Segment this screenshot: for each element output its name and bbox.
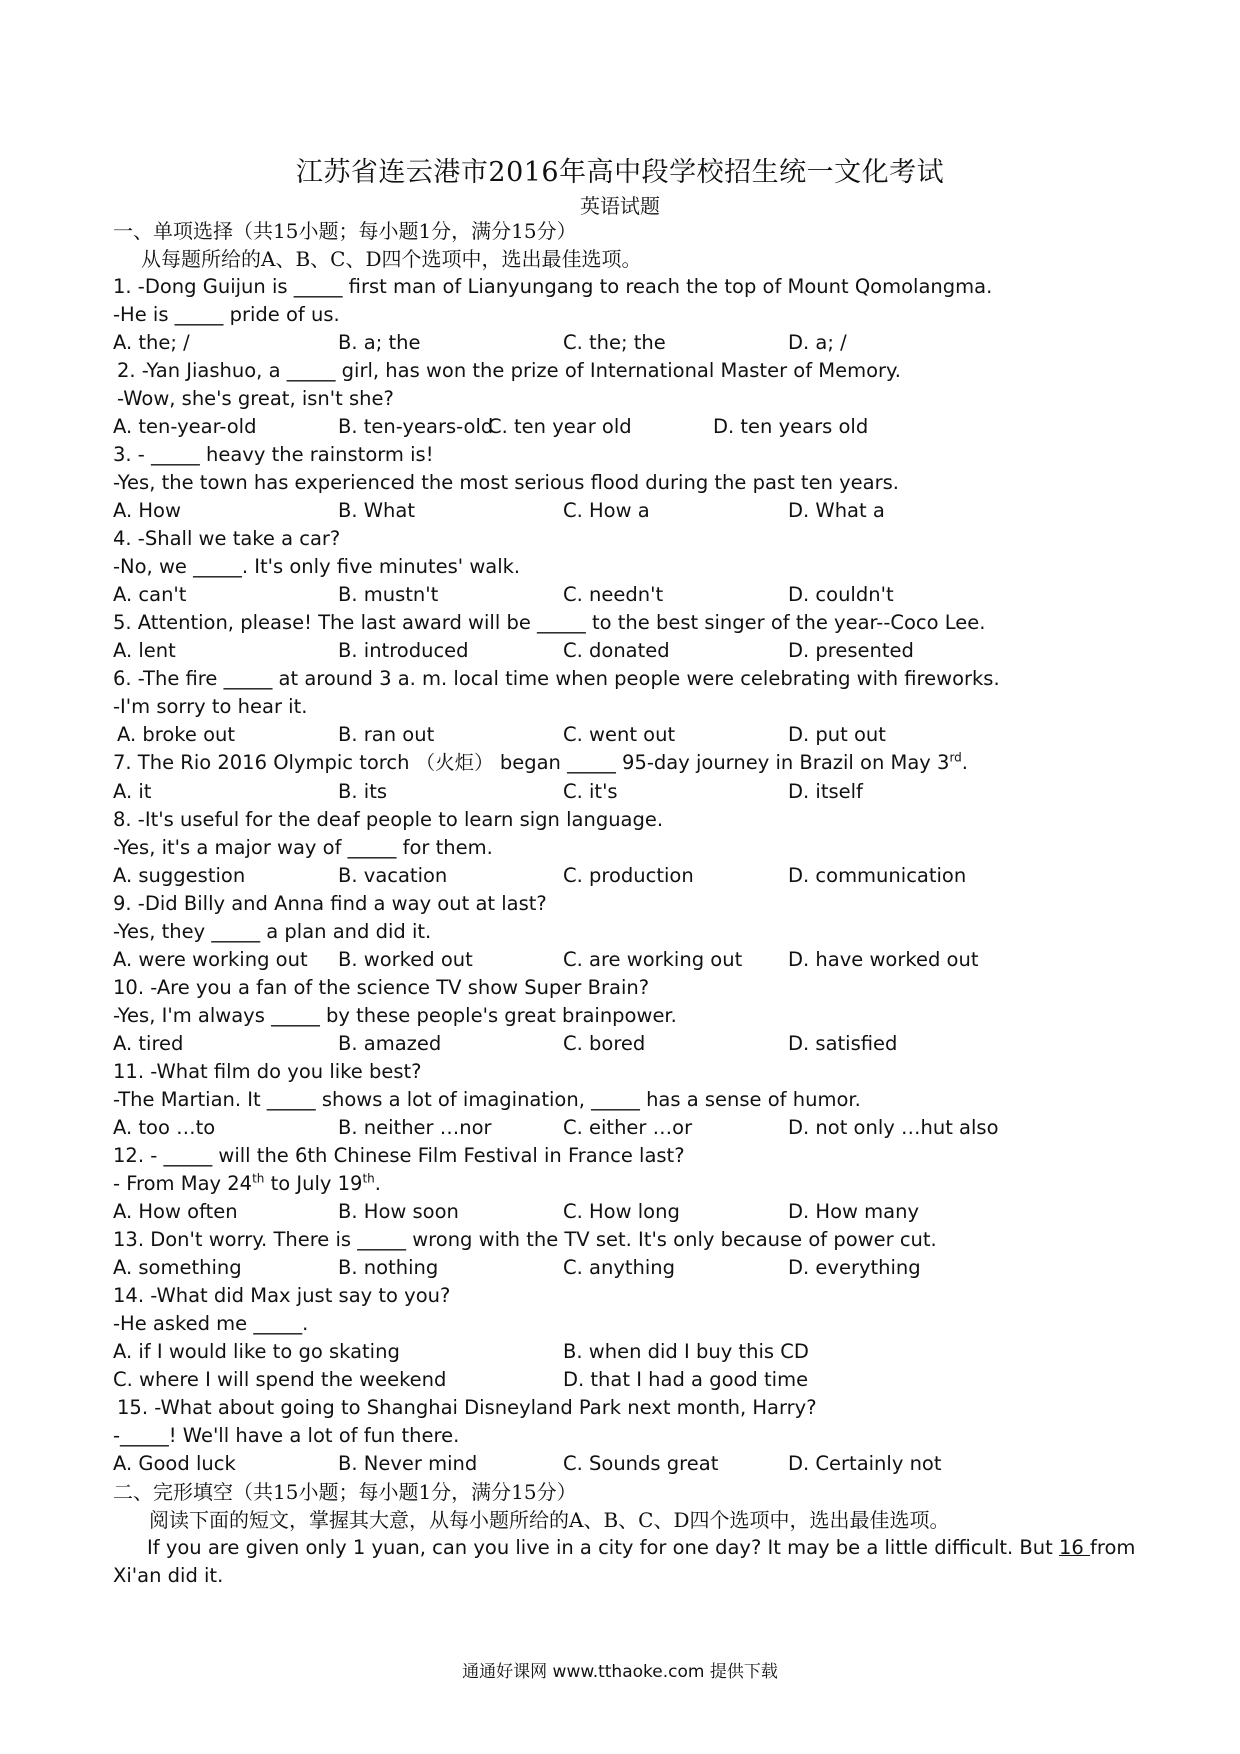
option-d: D. everything: [788, 1256, 921, 1279]
question-stem: 14. -What did Max just say to you?: [113, 1284, 451, 1307]
question-stem: 12. - _____ will the 6th Chinese Film Festival in France last?: [113, 1144, 685, 1167]
section-instruction: 阅读下面的短文，掌握其大意，从每小题所给的A、B、C、D四个选项中，选出最佳选项。: [149, 1508, 950, 1532]
passage-line: [113, 1534, 1153, 1562]
option-b: B. ten-years-old: [338, 415, 494, 438]
section-instruction: 从每题所给的A、B、C、D四个选项中，选出最佳选项。: [141, 247, 642, 271]
option-b: B. amazed: [338, 1032, 442, 1055]
option-a: A. can't: [113, 583, 187, 606]
option-c: C. anything: [563, 1256, 676, 1279]
question-stem: -Wow, she's great, isn't she?: [117, 387, 394, 410]
section-heading: 一、单项选择（共15小题；每小题1分，满分15分）: [113, 219, 577, 243]
option-c: C. Sounds great: [563, 1452, 719, 1475]
option-a: A. lent: [113, 639, 176, 662]
question-stem: 5. Attention, please! The last award will be _____ to the best singer of the year--Coco Lee.: [113, 611, 986, 634]
option-b: B. Never mind: [338, 1452, 478, 1475]
option-d: D. ten years old: [713, 415, 869, 438]
option-d: D. a; /: [788, 331, 847, 354]
option-a: A. broke out: [117, 723, 236, 746]
stem-text: to July 19: [264, 1172, 363, 1195]
options-row: [113, 329, 1153, 357]
question-stem: 1. -Dong Guijun is _____ first man of Lianyungang to reach the top of Mount Qomolangma.: [113, 275, 993, 298]
options-row: [113, 1198, 1153, 1226]
passage-text: If you are given only 1 yuan, can you live in a city for one day? It may be a little difficult. But: [147, 1536, 1060, 1559]
option-d: D. have worked out: [788, 948, 979, 971]
option-a: A. were working out: [113, 948, 308, 971]
option-a: A. it: [113, 780, 152, 803]
download-footer: 通通好课网 www.tthaoke.com 提供下载: [462, 1662, 778, 1682]
question-stem: 8. -It's useful for the deaf people to learn sign language.: [113, 808, 664, 831]
option-a: A. suggestion: [113, 864, 246, 887]
options-row: [113, 778, 1153, 806]
option-b: B. when did I buy this CD: [563, 1340, 809, 1363]
option-d: D. that I had a good time: [563, 1368, 809, 1391]
ordinal-suffix: th: [252, 1171, 265, 1186]
question-stem: 10. -Are you a fan of the science TV show Super Brain?: [113, 976, 650, 999]
option-d: D. How many: [788, 1200, 919, 1223]
options-row: [113, 1254, 1153, 1282]
options-row: [113, 637, 1153, 665]
question-stem: -The Martian. It _____ shows a lot of imagination, _____ has a sense of humor.: [113, 1088, 861, 1111]
stem-text: - From May 24: [113, 1172, 253, 1195]
option-a: A. something: [113, 1256, 242, 1279]
option-a: A. if I would like to go skating: [113, 1340, 400, 1363]
question-stem: -He is _____ pride of us.: [113, 303, 340, 326]
option-b: B. nothing: [338, 1256, 439, 1279]
option-b: B. its: [338, 780, 387, 803]
option-b: B. What: [338, 499, 416, 522]
option-c: C. the; the: [563, 331, 666, 354]
question-stem: 11. -What film do you like best?: [113, 1060, 422, 1083]
options-row: [113, 1114, 1153, 1142]
section-heading: 二、完形填空（共15小题；每小题1分，满分15分）: [113, 1480, 577, 1504]
option-b: B. introduced: [338, 639, 469, 662]
question-stem: 9. -Did Billy and Anna find a way out at last?: [113, 892, 547, 915]
option-a: A. How: [113, 499, 181, 522]
option-c: C. went out: [563, 723, 676, 746]
options-row: [113, 946, 1153, 974]
option-b: B. ran out: [338, 723, 435, 746]
options-row: [113, 1450, 1153, 1478]
option-c: C. How a: [563, 499, 650, 522]
option-b: B. a; the: [338, 331, 421, 354]
exam-content: [113, 217, 1153, 1590]
option-c: C. either …or: [563, 1116, 693, 1139]
question-stem: -_____! We'll have a lot of fun there.: [113, 1424, 460, 1447]
option-d: D. couldn't: [788, 583, 894, 606]
question-stem: 15. -What about going to Shanghai Disneyland Park next month, Harry?: [117, 1396, 817, 1419]
question-stem: -Yes, they _____ a plan and did it.: [113, 920, 432, 943]
option-c: C. donated: [563, 639, 670, 662]
option-d: D. not only …hut also: [788, 1116, 999, 1139]
options-row: [113, 1338, 1153, 1366]
option-c: C. How long: [563, 1200, 680, 1223]
options-row: [113, 1366, 1153, 1394]
stem-text: 7. The Rio 2016 Olympic torch （火炬） began _____ 95-day journey in Brazil on May 3: [113, 751, 950, 774]
passage-line: Xi'an did it.: [113, 1564, 224, 1587]
option-d: D. What a: [788, 499, 885, 522]
ordinal-suffix: th: [362, 1171, 375, 1186]
ordinal-suffix: rd: [949, 750, 962, 765]
option-d: D. satisfied: [788, 1032, 898, 1055]
passage-text: from: [1090, 1536, 1136, 1559]
page-subtitle: 英语试题: [580, 194, 660, 218]
option-d: D. put out: [788, 723, 886, 746]
question-stem: 13. Don't worry. There is _____ wrong with the TV set. It's only because of power cut.: [113, 1228, 937, 1251]
option-b: B. worked out: [338, 948, 473, 971]
option-b: B. vacation: [338, 864, 448, 887]
question-stem: [113, 749, 1153, 778]
option-d: D. itself: [788, 780, 863, 803]
option-d: D. Certainly not: [788, 1452, 942, 1475]
question-stem: -No, we _____. It's only five minutes' walk.: [113, 555, 521, 578]
option-a: A. How often: [113, 1200, 238, 1223]
option-c: C. are working out: [563, 948, 743, 971]
question-stem: -I'm sorry to hear it.: [113, 695, 308, 718]
option-d: D. communication: [788, 864, 967, 887]
option-b: B. mustn't: [338, 583, 439, 606]
option-c: C. it's: [563, 780, 618, 803]
question-stem: -Yes, it's a major way of _____ for them.: [113, 836, 493, 859]
option-a: A. too …to: [113, 1116, 216, 1139]
option-c: C. bored: [563, 1032, 646, 1055]
question-stem: 2. -Yan Jiashuo, a _____ girl, has won the prize of International Master of Memory.: [117, 359, 902, 382]
question-stem: -Yes, I'm always _____ by these people's great brainpower.: [113, 1004, 677, 1027]
question-stem: -Yes, the town has experienced the most serious flood during the past ten years.: [113, 471, 899, 494]
question-stem: -He asked me _____.: [113, 1312, 309, 1335]
options-row: [113, 721, 1153, 749]
blank-16: 16: [1059, 1536, 1091, 1559]
options-row: [113, 413, 1153, 441]
stem-text-end: .: [961, 751, 968, 774]
option-b: B. How soon: [338, 1200, 459, 1223]
option-c: C. where I will spend the weekend: [113, 1368, 447, 1391]
page-title: 江苏省连云港市2016年高中段学校招生统一文化考试: [295, 157, 945, 188]
option-c: C. needn't: [563, 583, 664, 606]
option-c: C. production: [563, 864, 694, 887]
options-row: [113, 497, 1153, 525]
option-a: A. ten-year-old: [113, 415, 257, 438]
option-d: D. presented: [788, 639, 914, 662]
options-row: [113, 862, 1153, 890]
option-c: C. ten year old: [488, 415, 632, 438]
option-a: A. the; /: [113, 331, 190, 354]
options-row: [113, 581, 1153, 609]
question-stem: 6. -The fire _____ at around 3 a. m. local time when people were celebrating with fireworks.: [113, 667, 1000, 690]
stem-text-end: .: [374, 1172, 381, 1195]
option-b: B. neither …nor: [338, 1116, 492, 1139]
question-stem: 3. - _____ heavy the rainstorm is!: [113, 443, 434, 466]
options-row: [113, 1030, 1153, 1058]
option-a: A. Good luck: [113, 1452, 236, 1475]
question-stem: 4. -Shall we take a car?: [113, 527, 341, 550]
question-stem: [113, 1170, 1153, 1198]
option-a: A. tired: [113, 1032, 184, 1055]
